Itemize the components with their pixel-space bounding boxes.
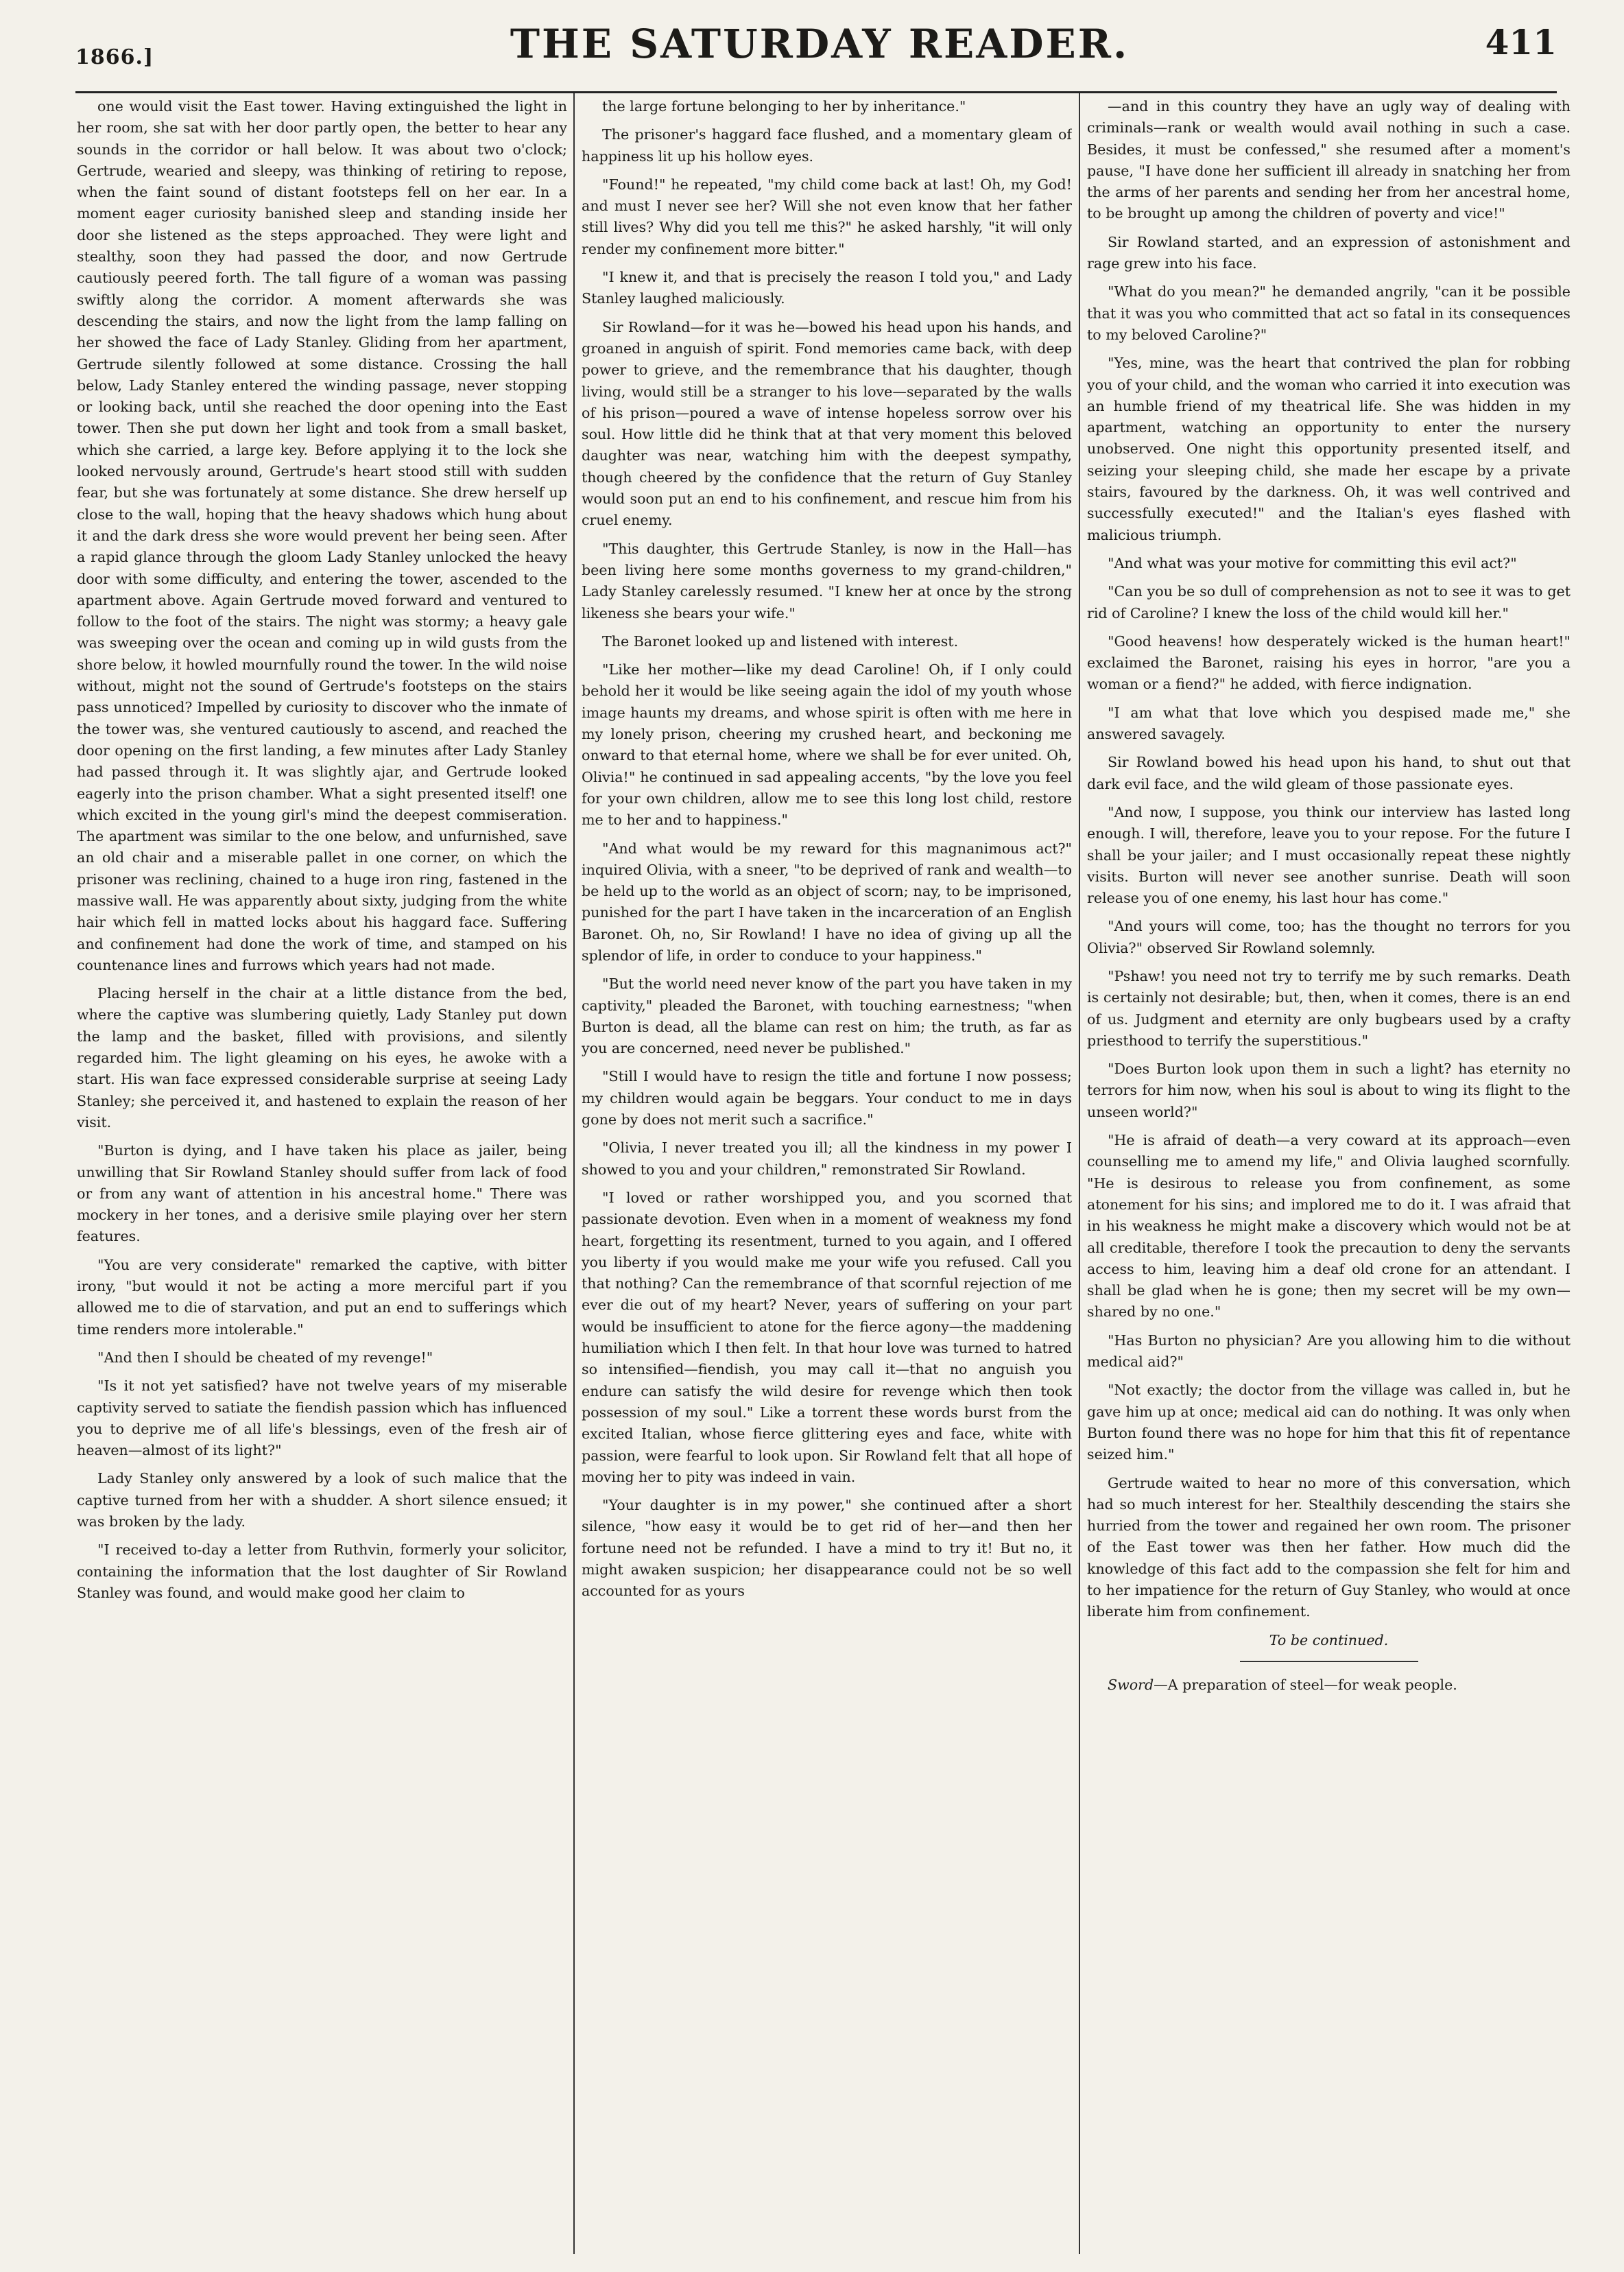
header-rule xyxy=(75,91,1557,93)
paragraph: —and in this country they have an ugly way of dealing with criminals—rank or wealth would avail nothing in such a case. Besides, it must be confessed," she resumed after a moment's pause, "I have done her sufficient ill already in snatching her from the arms of her parents and sending her from her ancestral home, to be brought up among the children of poverty and vice!" xyxy=(1087,98,1571,222)
paragraph: the large fortune belonging to her by inheritance." xyxy=(602,98,966,115)
paragraph: "Has Burton no physician? Are you allowing him to die without medical aid?" xyxy=(1087,1332,1571,1371)
paragraph: "Not exactly; the doctor from the village was called in, but he gave him up at once; medical aid can do nothing. It was only when Burton found there was no hope for him that this fit of repentance seized him." xyxy=(1087,1382,1571,1463)
page-header xyxy=(69,21,1571,75)
paragraph: "Can you be so dull of comprehension as not to see it was to get rid of Caroline? I knew the loss of the child would kill her." xyxy=(1087,583,1571,622)
paragraph: "What do you mean?" he demanded angrily, "can it be possible that it was you who committed that act so fatal in its consequences to my beloved Caroline?" xyxy=(1087,283,1571,343)
paragraph: Gertrude waited to hear no more of this conversation, which had so much interest for her. Stealthily descending the stairs she hurried from the tower and regained her own room. The prisoner of the East tower was then her father. How much did the knowledge of this fact add to the compassion she felt for him and to her impatience for the return of Guy Stanley, who would at once liberate him from confinement. xyxy=(1087,1474,1571,1620)
paragraph: "Is it not yet satisfied? have not twelve years of my miserable captivity served to satiate the fiendish passion which has influenced you to deprive me of all life's blessings, even of the fresh air of heaven—almost of its light?" xyxy=(77,1377,567,1459)
page-number: 411 xyxy=(1485,22,1557,62)
paragraph: one would visit the East tower. Having extinguished the light in her room, she sat with her door partly open, the better to hear any sounds in the corridor or hall below. It was about two o'clock; Gertrude, wearied and sleepy, was thinking of retiring to repose, when the faint sound of distant footsteps fell on her ear. In a moment eager curiosity banished sleep and standing inside her door she listened as the steps approached. They were light and stealthy, soon they had passed the door, and now Gertrude cautiously peered forth. The tall figure of a woman was passing swiftly along the corridor. A moment afterwards she was descending the stairs, and now the light from the lamp falling on her showed the face of Lady Stanley. Gliding from her apartment, Gertrude silently followed at some distance. Crossing the hall below, Lady Stanley entered the winding passage, never stopping or looking back, until she reached the door opening into the East tower. Then she put down her light and took from a small basket, which she carried, a large key. Before applying it to the lock she looked nervously around, Gertrude's heart stood still with sudden fear, but she was fortunately at some distance. She drew herself up close to the wall, hoping that the heavy shadows which hung about it and the dark dress she wore would prevent her being seen. After a rapid glance through the gloom Lady Stanley unlocked the heavy door with some difficulty, and entering the tower, ascended to the apartment above. Again Gertrude moved forward and ventured to follow to the foot of the stairs. The night was stormy; a heavy gale was sweeping over the ocean and coming up in wild gusts from the shore below, it howled mournfully round the tower. In the wild noise without, might not the sound of Gertrude's footsteps on the stairs pass unnoticed? Impelled by curiosity to discover who the inmate of the tower was, she ventured cautiously to ascend, and reached the door opening on the first landing, a few minutes after Lady Stanley had passed through it. It was slightly ajar, and Gertrude looked eagerly into the prison chamber. What a sight presented itself! one which excited in the young girl's mind the deepest commiseration. The apartment was similar to the one below, and unfurnished, save an old chair and a miserable pallet in one corner, on which the prisoner was reclining, chained to a huge iron ring, fastened in the massive wall. He was apparently about sixty, judging from the white hair which fell in matted locks about his haggard face. Suffering and confinement had done the work of time, and stamped on his countenance lines and furrows which years had not made. xyxy=(77,98,567,973)
sword-word: Sword xyxy=(1108,1676,1154,1693)
paragraph: "This daughter, this Gertrude Stanley, is now in the Hall—has been living here some months governess to my grand-children," Lady Stanley carelessly resumed. "I knew her at once by the strong likeness she bears your wife." xyxy=(582,540,1072,622)
paragraph: "And then I should be cheated of my revenge!" xyxy=(97,1349,433,1366)
paragraph: The Baronet looked up and listened with interest. xyxy=(602,632,959,650)
paragraph: "I knew it, and that is precisely the reason I told you," and Lady Stanley laughed maliciously. xyxy=(582,269,1072,307)
paragraph: "You are very considerate" remarked the captive, with bitter irony, "but would it not be acting a more merciful part if you allowed me to die of starvation, and put an end to sufferings which time renders more intolerable." xyxy=(77,1256,567,1338)
paragraph: "I loved or rather worshipped you, and you scorned that passionate devotion. Even when in a moment of weakness my fond heart, forgetting its resentment, turned to you again, and I offered you liberty if you would make me your wife you refused. Call you that nothing? Can the remembrance of that scornful rejection of me ever die out of my heart? Never, years of suffering on your part would be insufficient to atone for the fierce agony—the maddening humiliation which I then felt. In that hour love was turned to hatred so intensified—fiendish, you may call it—that no anguish you endure can satisfy the wild desire for revenge which then took possession of my soul." Like a torrent these words burst from the excited Italian, whose fierce glittering eyes and face, white with passion, were fearful to look upon. Sir Rowland felt that all hope of moving her to pity was indeed in vain. xyxy=(582,1189,1072,1485)
paragraph: Sir Rowland bowed his head upon his hand, to shut out that dark evil face, and the wild gleam of those passionate eyes. xyxy=(1087,754,1571,792)
header-year: 1866.] xyxy=(75,45,154,69)
paragraph: "Still I would have to resign the title and fortune I now possess; my children would again be beggars. Your conduct to me in days gone by does not merit such a sacrifice." xyxy=(582,1068,1072,1128)
paragraph: "I am what that love which you despised made me," she answered savagely. xyxy=(1087,704,1571,743)
paragraph: "Pshaw! you need not try to terrify me by such remarks. Death is certainly not desirable; but, then, when it comes, there is an end of us. Judgment and eternity are only bugbears used by a crafty priesthood to terrify the superstitious." xyxy=(1087,967,1571,1049)
column-divider xyxy=(573,93,575,2254)
paragraph: "Good heavens! how desperately wicked is the human heart!" exclaimed the Baronet, raising his eyes in horror, "are you a woman or a fiend?" he added, with fierce indignation. xyxy=(1087,632,1571,693)
paragraph: The prisoner's haggard face flushed, and a momentary gleam of happiness lit up his hollow eyes. xyxy=(582,126,1072,165)
paragraph: "And what was your motive for committing this evil act?" xyxy=(1108,554,1517,571)
paragraph: Lady Stanley only answered by a look of such malice that the captive turned from her with a shudder. A short silence ensued; it was broken by the lady. xyxy=(77,1470,567,1530)
sword-filler xyxy=(1087,1675,1571,1696)
text-column-2 xyxy=(582,96,1072,2250)
paragraph: "Burton is dying, and I have taken his place as jailer, being unwilling that Sir Rowland Stanley should suffer from lack of food or from any want of attention in his ancestral home." There was mockery in her tones, and a derisive smile playing over her stern features. xyxy=(77,1142,567,1245)
paragraph: "But the world need never know of the part you have taken in my captivity," pleaded the Baronet, with touching earnestness; "when Burton is dead, all the blame can rest on him; the truth, as far as you are concerned, need never be published." xyxy=(582,975,1072,1057)
paragraph: Placing herself in the chair at a little distance from the bed, where the captive was slumbering quietly, Lady Stanley put down the lamp and the basket, filled with provisions, and silently regarded him. The light gleaming on his eyes, he awoke with a start. His wan face expressed considerable surprise at seeing Lady Stanley; she perceived it, and hastened to explain the reason of her visit. xyxy=(77,985,567,1131)
sword-definition: —A preparation of steel—for weak people. xyxy=(1154,1676,1457,1693)
paragraph: "And what would be my reward for this magnanimous act?" inquired Olivia, with a sneer, "to be deprived of rank and wealth—to be held up to the world as an object of scorn; nay, to be imprisoned, punished for the part I have taken in the incarceration of an English Baronet. Oh, no, Sir Rowland! I have no idea of giving up all the splendor of life, in order to conduce to your happiness." xyxy=(582,840,1072,964)
to-be-continued: To be continued. xyxy=(1269,1631,1389,1648)
paragraph: "Like her mother—like my dead Caroline! Oh, if I only could behold her it would be like seeing again the idol of my youth whose image haunts my dreams, and whose spirit is often with me here in my lonely prison, cheering my crushed heart, and beckoning me onward to that eternal home, where we shall be for ever united. Oh, Olivia!" he continued in sad appealing accents, "by the love you feel for your own children, allow me to see this long lost child, restore me to her and to happiness." xyxy=(582,661,1072,829)
paragraph: "Your daughter is in my power," she continued after a short silence, "how easy it would be to get rid of her—and then her fortune need not be refunded. I have a mind to try it! But no, it might awaken suspicion; her disappearance could not be so well accounted for as yours xyxy=(582,1497,1072,1600)
text-column-1 xyxy=(77,96,567,2250)
section-rule xyxy=(1240,1661,1418,1662)
publication-title: THE SATURDAY READER. xyxy=(510,21,1130,67)
paragraph: "Found!" he repeated, "my child come back at last! Oh, my God! and must I never see her? Will she not even know that her father still lives? Why did you tell me this?" he asked harshly, "it will only render my confinement more bitter." xyxy=(582,176,1072,257)
column-divider xyxy=(1079,93,1080,2254)
paragraph: "Yes, mine, was the heart that contrived the plan for robbing you of your child, and the woman who carried it into execution was an humble friend of my theatrical life. She was hidden in my apartment, watching an opportunity to enter the nursery unobserved. One night this opportunity presented itself, and seizing your sleeping child, she made her escape by a private stairs, favoured by the darkness. Oh, it was well contrived and successfully executed!" and the Italian's eyes flashed with malicious triumph. xyxy=(1087,355,1571,543)
paragraph: "And now, I suppose, you think our interview has lasted long enough. I will, therefore, leave you to your repose. For the future I shall be your jailer; and I must occasionally repeat these nightly visits. Burton will never see another sunrise. Death will soon release you of one enemy, his last hour has come." xyxy=(1087,803,1571,907)
paragraph: Sir Rowland—for it was he—bowed his head upon his hands, and groaned in anguish of spirit. Fond memories came back, with deep power to grieve, and the remembrance that his daughter, though living, would still be a stranger to his love—separated by the walls of his prison—poured a wave of intense hopeless sorrow over his soul. How little did he think that at that very moment this beloved daughter was near, watching him with the deepest sympathy, though cheered by the confidence that the return of Guy Stanley would soon put an end to his confinement, and rescue him from his cruel enemy. xyxy=(582,318,1072,529)
paragraph: Sir Rowland started, and an expression of astonishment and rage grew into his face. xyxy=(1087,233,1571,272)
paragraph: "Does Burton look upon them in such a light? has eternity no terrors for him now, when his soul is about to wing its flight to the unseen world?" xyxy=(1087,1061,1571,1120)
paragraph: "I received to-day a letter from Ruthvin, formerly your solicitor, containing the information that the lost daughter of Sir Rowland Stanley was found, and would make good her claim to xyxy=(77,1541,567,1601)
paragraph: "He is afraid of death—a very coward at its approach—even counselling me to amend my life," and Olivia laughed scornfully. "He is desirous to release you from confinement, as some atonement for his sins; and implored me to do it. I was afraid that in his weakness he might make a discovery which would not be at all creditable, therefore I took the precaution to deny the servants access to him, leaving him a deaf old crone for an attendant. I shall be glad when he is gone; then my secret will be my own—shared by no one." xyxy=(1087,1132,1571,1321)
paragraph: "And yours will come, too; has the thought no terrors for you Olivia?" observed Sir Rowland solemnly. xyxy=(1087,918,1571,956)
paragraph: "Olivia, I never treated you ill; all the kindness in my power I showed to you and your children," remonstrated Sir Rowland. xyxy=(582,1139,1072,1178)
text-column-3 xyxy=(1087,96,1571,2250)
